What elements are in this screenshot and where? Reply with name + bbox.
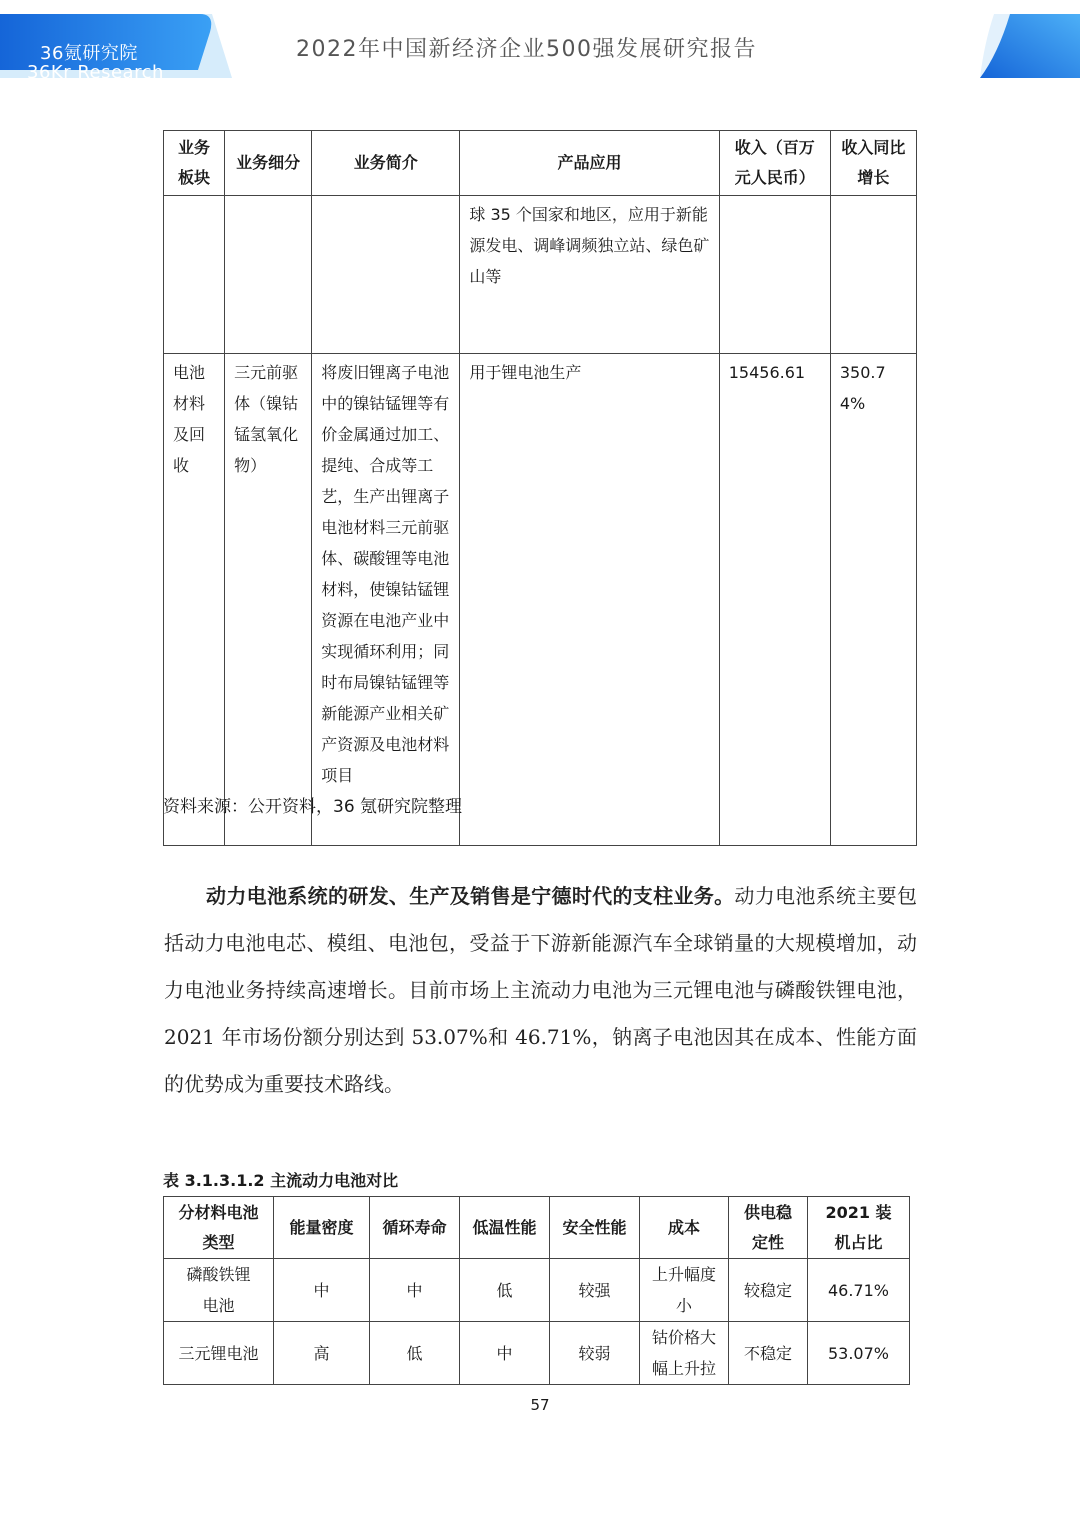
sub-segment-cell: 三元前驱体（镍钴锰氢氧化物） xyxy=(225,354,312,846)
header-decoration-right xyxy=(980,14,1080,78)
product-cell: 球 35 个国家和地区，应用于新能源发电、调峰调频独立站、绿色矿山等 xyxy=(460,196,719,354)
table-row xyxy=(164,354,917,846)
col-header-segment: 业务 板块 xyxy=(164,131,225,196)
revenue-cell: 15456.61 xyxy=(719,354,830,846)
growth-cell: 350.74% xyxy=(830,354,916,846)
table-row xyxy=(164,196,917,354)
cell-supply-stability: 不稳定 xyxy=(729,1322,808,1385)
table-row xyxy=(164,1259,910,1322)
product-cell: 用于锂电池生产 xyxy=(460,354,719,846)
col-header-revenue: 收入（百万 元人民币） xyxy=(719,131,830,196)
cell-cycle-life: 中 xyxy=(370,1259,460,1322)
cell-low-temp: 中 xyxy=(460,1322,550,1385)
cell-cycle-life: 低 xyxy=(370,1322,460,1385)
col-header-supply-stability: 供电稳定性 xyxy=(729,1197,808,1259)
cell-low-temp: 低 xyxy=(460,1259,550,1322)
col-header-type: 分材料电池类型 xyxy=(164,1197,274,1259)
cell-safety: 较弱 xyxy=(550,1322,640,1385)
brand-name-cn: 36氪研究院 xyxy=(40,43,138,64)
cell-type: 磷酸铁锂电池 xyxy=(164,1259,274,1322)
intro-cell: 将废旧锂离子电池中的镍钴锰锂等有价金属通过加工、提纯、合成等工艺，生产出锂离子电池材料三元前驱体、碳酸锂等电池材料，使镍钴锰锂资源在电池产业中实现循环利用；同时布局镍钴锰锂等新能源产业相关矿产资源及电池材料项目 xyxy=(312,354,460,846)
cell-energy-density: 中 xyxy=(274,1259,370,1322)
col-header-cost: 成本 xyxy=(640,1197,729,1259)
col-header-install-share: 2021 装机占比 xyxy=(808,1197,910,1259)
segment-cell: 电池材料及回收 xyxy=(164,354,225,846)
cell-cost: 上升幅度小 xyxy=(640,1259,729,1322)
table-header-row xyxy=(164,131,917,196)
business-table xyxy=(163,130,917,846)
cell-supply-stability: 较稳定 xyxy=(729,1259,808,1322)
paragraph-lead: 动力电池系统的研发、生产及销售是宁德时代的支柱业务。 xyxy=(206,884,735,908)
col-header-cycle-life: 循环寿命 xyxy=(370,1197,460,1259)
col-header-growth: 收入同比 增长 xyxy=(830,131,916,196)
brand-name-en: 36Kr Research xyxy=(27,62,164,83)
cell-energy-density: 高 xyxy=(274,1322,370,1385)
col-header-product: 产品应用 xyxy=(460,131,719,196)
col-header-energy-density: 能量密度 xyxy=(274,1197,370,1259)
body-paragraph xyxy=(164,873,917,1108)
cell-type: 三元锂电池 xyxy=(164,1322,274,1385)
page-number: 57 xyxy=(530,1396,550,1414)
cell-install-share: 46.71% xyxy=(808,1259,910,1322)
table-caption: 表 3.1.3.1.2 主流动力电池对比 xyxy=(163,1171,399,1190)
cell-install-share: 53.07% xyxy=(808,1322,910,1385)
col-header-sub-segment: 业务细分 xyxy=(225,131,312,196)
source-note: 资料来源：公开资料，36 氪研究院整理 xyxy=(163,797,463,817)
cell-cost: 钴价格大幅上升拉 xyxy=(640,1322,729,1385)
col-header-safety: 安全性能 xyxy=(550,1197,640,1259)
col-header-low-temp: 低温性能 xyxy=(460,1197,550,1259)
header-brand-banner xyxy=(0,14,232,83)
table-row xyxy=(164,1322,910,1385)
battery-comparison-table xyxy=(163,1196,910,1385)
col-header-intro: 业务简介 xyxy=(312,131,460,196)
table-header-row xyxy=(164,1197,910,1259)
report-title: 2022年中国新经济企业500强发展研究报告 xyxy=(296,37,757,62)
paragraph-text: 动力电池系统主要包括动力电池电芯、模组、电池包，受益于下游新能源汽车全球销量的大规模增加，动力电池业务持续高速增长。目前市场上主流动力电池为三元锂电池与磷酸铁锂电池，2021 年市场份额分别达到 53.07%和 46.71%，钠离子电池因其在成本、性能方面的优势成为重要技术路线。 xyxy=(164,884,918,1096)
cell-safety: 较强 xyxy=(550,1259,640,1322)
